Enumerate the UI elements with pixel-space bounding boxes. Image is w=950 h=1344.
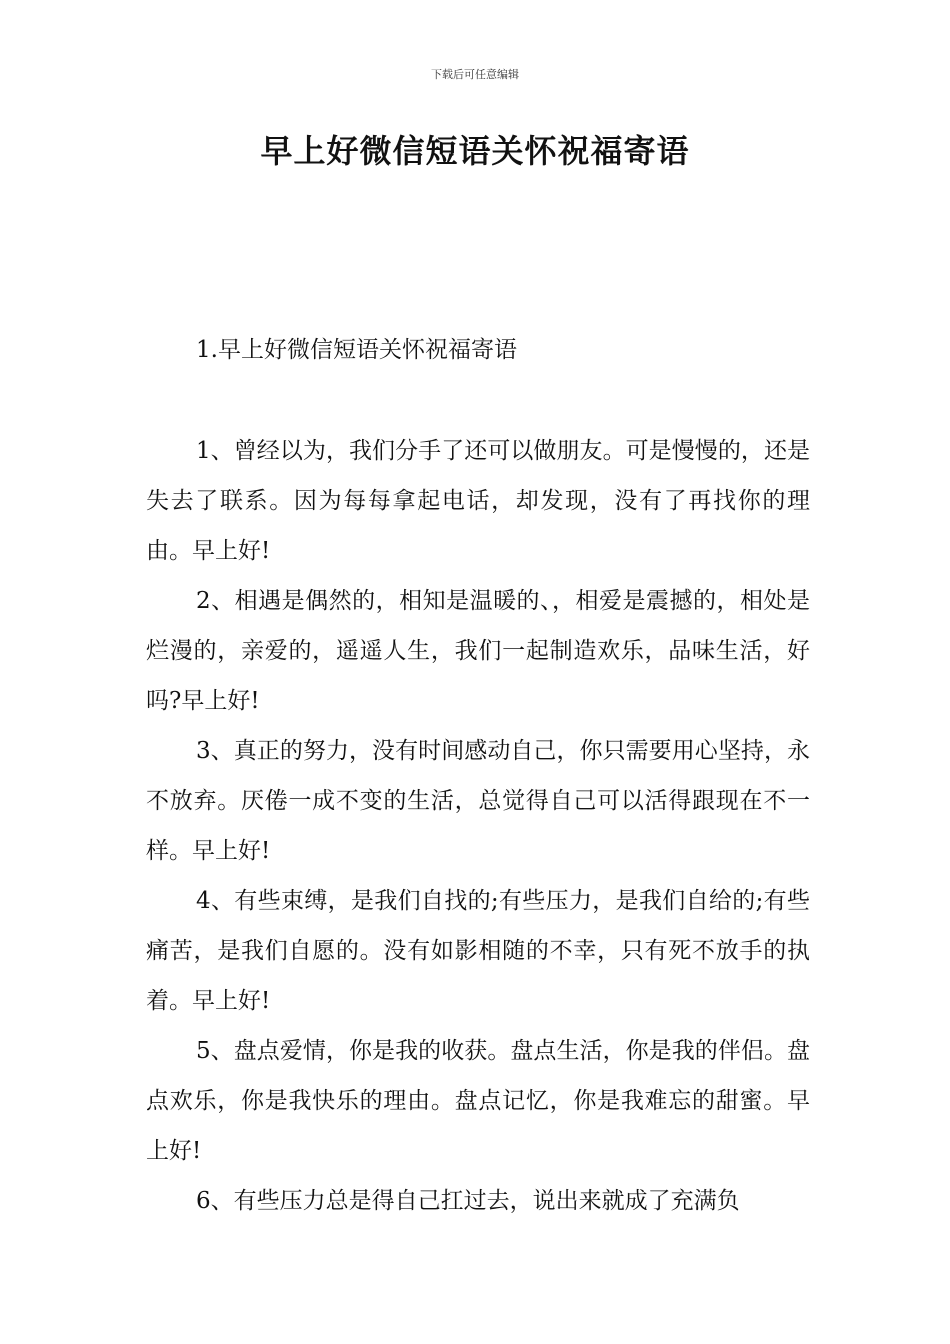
section-heading: 1.早上好微信短语关怀祝福寄语 [196,337,517,363]
paragraph-4: 4、有些束缚，是我们自找的;有些压力，是我们自给的;有些痛苦，是我们自愿的。没有如影相随的不幸，只有死不放手的执着。早上好! [146,888,810,1014]
document-title: 早上好微信短语关怀祝福寄语 [260,132,690,170]
document-body [146,426,810,1226]
header-note: 下载后可任意编辑 [431,68,519,81]
paragraph-1: 1、曾经以为，我们分手了还可以做朋友。可是慢慢的，还是失去了联系。因为每每拿起电话，却发现，没有了再找你的理由。早上好! [146,438,810,564]
paragraph-5: 5、盘点爱情，你是我的收获。盘点生活，你是我的伴侣。盘点欢乐，你是我快乐的理由。盘点记忆，你是我难忘的甜蜜。早上好! [146,1038,810,1164]
paragraph-6: 6、有些压力总是得自己扛过去，说出来就成了充满负 [196,1188,740,1214]
paragraph-2: 2、相遇是偶然的，相知是温暖的、，相爱是震撼的，相处是烂漫的，亲爱的，遥遥人生，我们一起制造欢乐，品味生活，好吗?早上好! [146,588,810,714]
paragraph-3: 3、真正的努力，没有时间感动自己，你只需要用心坚持，永不放弃。厌倦一成不变的生活，总觉得自己可以活得跟现在不一样。早上好! [146,738,810,864]
